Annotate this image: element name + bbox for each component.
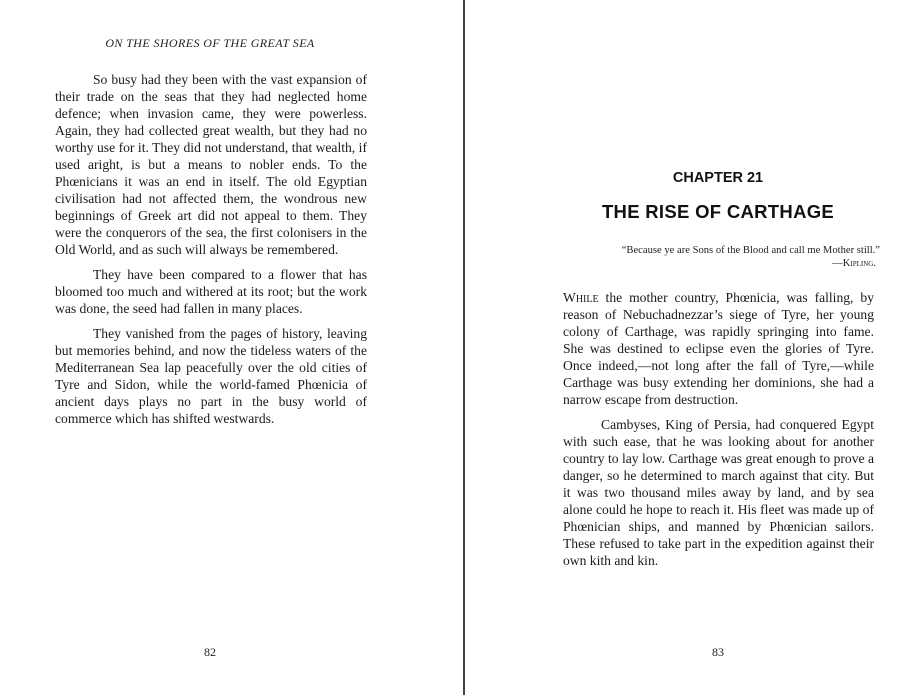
page-number-left: 82 xyxy=(204,645,216,659)
paragraph: They vanished from the pages of history, leaving but memories behind, and now the tideless waters of the Mediterranean Sea lap peacefully over the old cities of Tyre and Sidon, while the world-famed Phœnicia of ancient days plays no part in the busy world of commerce which has shifted westwards. xyxy=(55,326,367,426)
paragraph: Cambyses, King of Persia, had conquered Egypt with such ease, that he was looking about for another country to lay low. Carthage was great enough to prove a danger, so he determined to march against that city. But it was two thousand miles away by land, and by sea alone could he hope to reach it. His fleet was made up of Phœnician ships, and manned by Phœnician sailors. These refused to take part in the expedition against their own kith and kin. xyxy=(563,417,874,568)
paragraph: So busy had they been with the vast expansion of their trade on the seas that they had neglected home defence; when invasion came, they were powerless. Again, they had collected great wealth, but they had no worthy use for it. They did not understand, that wealth, if used aright, is but a means to nobler ends. To the Phœnicians it was an end in itself. The old Egyptian civilisation had not affected them, the wondrous new beginnings of Greek art did not appeal to them. They were the conquerors of the sea, the first colonisers in the Old World, and as such will always be remembered. xyxy=(55,72,367,257)
page-gutter-divider xyxy=(463,0,465,695)
page-number-right: 83 xyxy=(712,645,724,659)
epigraph xyxy=(562,244,880,270)
epigraph-dash: — xyxy=(832,258,843,269)
chapter-title: THE RISE OF CARTHAGE xyxy=(601,201,835,222)
paragraph xyxy=(563,289,874,408)
chapter-number: CHAPTER 21 xyxy=(672,170,764,186)
epigraph-author: Kipling. xyxy=(842,258,876,269)
right-page xyxy=(466,0,924,695)
paragraph-rest: the mother country, Phœnicia, was falling, by reason of Nebuchadnezzar’s siege of Tyre, her young colony of Carthage, was rapidly springing into fame. She was destined to eclipse even the glories of Tyre. Once indeed,—not long after the fall of Tyre,—while Carthage was busy extending her dominions, she had a narrow escape from destruction. xyxy=(563,290,874,407)
epigraph-quote: “Because ye are Sons of the Blood and call me Mother still.” xyxy=(621,245,880,256)
right-body-text xyxy=(563,289,874,577)
left-body-text xyxy=(55,71,367,435)
running-head: ON THE SHORES OF THE GREAT SEA xyxy=(105,36,315,50)
opening-word: While xyxy=(563,290,599,305)
paragraph: They have been compared to a flower that has bloomed too much and withered at its root; but the work was done, the seed had fallen in many places. xyxy=(55,267,367,316)
epigraph-attribution xyxy=(562,257,880,270)
